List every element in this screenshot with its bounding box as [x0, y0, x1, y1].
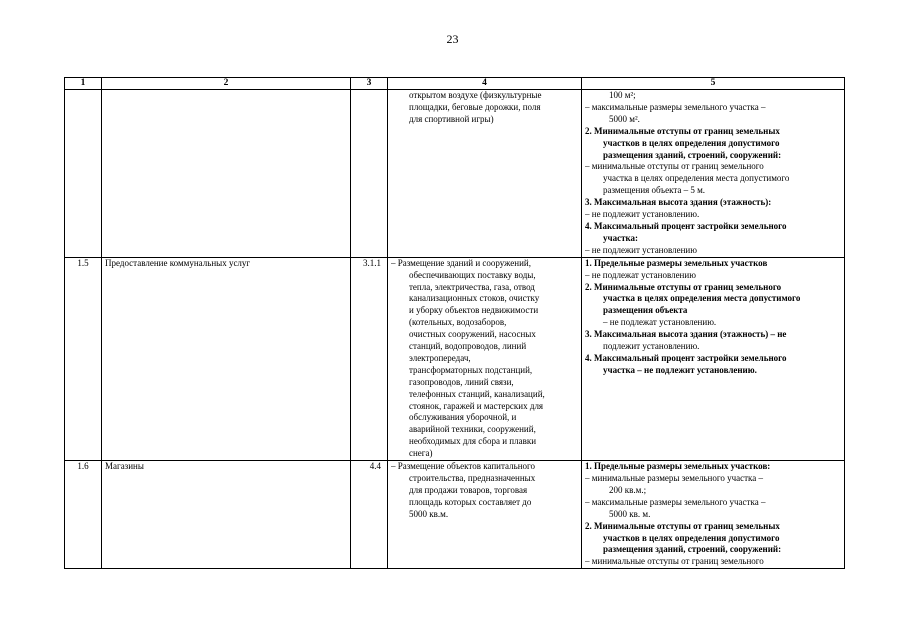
- header-col-2: 2: [102, 78, 351, 90]
- parameter-line: 2. Минимальные отступы от границ земельных: [585, 125, 780, 136]
- parameter-line: 100 м²;: [609, 90, 636, 100]
- description-line: обслуживания уборочной, и: [409, 412, 517, 423]
- description-line: строительства, предназначенных: [409, 473, 536, 483]
- parameter-line: – не подлежат установлению.: [603, 317, 717, 328]
- parameter-line: – не подлежат установлению: [585, 269, 696, 280]
- description-line: газопроводов, линий связи,: [409, 376, 514, 387]
- description-line: – Размещение объектов капитального: [391, 461, 535, 472]
- regulations-table: [64, 77, 845, 569]
- parameter-line: – минимальные размеры земельного участка –: [585, 473, 764, 483]
- description-line: тепла, электричества, газа, отвод: [409, 281, 535, 292]
- description-line: снега): [409, 448, 433, 459]
- parameter-line: размещения зданий, строений, сооружений:: [603, 544, 782, 555]
- parameter-line: 200 кв.м.;: [609, 484, 647, 495]
- description-line: площадки, беговые дорожки, поля: [409, 101, 541, 112]
- description-line: и уборку объектов недвижимости: [409, 305, 539, 316]
- table-row: [65, 90, 845, 258]
- table-header-row: [65, 78, 845, 90]
- description-line: для продажи товаров, торговая: [409, 484, 528, 495]
- parameter-line: 5000 м².: [609, 113, 640, 124]
- parameter-line: участков в целях определения допустимого: [603, 532, 780, 543]
- header-col-1: 1: [65, 78, 102, 90]
- description-line: – Размещение зданий и сооружений,: [391, 257, 531, 268]
- parameter-line: 3. Максимальная высота здания (этажность) – не: [585, 329, 787, 340]
- parameter-line: участка в целях определения места допустимого: [603, 293, 801, 304]
- header-col-4: 4: [388, 78, 582, 90]
- parameter-line: участка в целях определения места допустимого: [603, 173, 790, 184]
- row-number: [65, 90, 102, 258]
- page-number: 23: [446, 32, 459, 46]
- description-line: станций, водопроводов, линий: [409, 341, 527, 352]
- description-line: (котельных, водозаборов,: [409, 317, 507, 328]
- parameters: [582, 90, 845, 258]
- description-line: аварийной техники, сооружений,: [409, 424, 536, 435]
- parameter-line: размещения объекта – 5 м.: [603, 185, 706, 196]
- row-number: 1.6: [65, 461, 102, 569]
- description-line: площадь которых составляет до: [409, 496, 532, 507]
- usage-name: Магазины: [102, 461, 351, 569]
- parameter-line: 3. Максимальная высота здания (этажность):: [585, 197, 772, 208]
- usage-description: [388, 257, 582, 460]
- description-line: для спортивной игры): [409, 113, 494, 124]
- usage-name: Предоставление коммунальных услуг: [102, 257, 351, 460]
- parameter-line: 1. Предельные размеры земельных участков:: [585, 461, 771, 472]
- usage-code: [351, 90, 388, 258]
- parameter-line: участков в целях определения допустимого: [603, 137, 780, 148]
- parameter-line: – не подлежит установлению: [585, 244, 697, 255]
- description-line: телефонных станций, канализаций,: [409, 388, 545, 399]
- description-line: электропередач,: [409, 352, 471, 363]
- parameter-line: 4. Максимальный процент застройки земельного: [585, 352, 787, 363]
- usage-code: 3.1.1: [351, 257, 388, 460]
- parameter-line: – максимальные размеры земельного участка –: [585, 496, 766, 507]
- description-line: очистных сооружений, насосных: [409, 329, 536, 340]
- description-line: необходимых для сбора и плавки: [409, 436, 537, 447]
- parameter-line: – минимальные отступы от границ земельного: [585, 556, 764, 567]
- description-line: обеспечивающих поставку воды,: [409, 269, 536, 280]
- usage-name: [102, 90, 351, 258]
- header-col-3: 3: [351, 78, 388, 90]
- usage-description: [388, 461, 582, 569]
- parameter-line: участка – не подлежит установлению.: [603, 364, 757, 375]
- parameter-line: 5000 кв. м.: [609, 508, 651, 519]
- parameter-line: 4. Максимальный процент застройки земельного: [585, 220, 787, 231]
- usage-code: 4.4: [351, 461, 388, 569]
- table-row: [65, 257, 845, 460]
- parameter-line: 2. Минимальные отступы от границ земельных: [585, 520, 780, 531]
- table-row: [65, 461, 845, 569]
- parameter-line: размещения объекта: [603, 305, 688, 316]
- parameter-line: 2. Минимальные отступы от границ земельного: [585, 281, 782, 292]
- description-line: трансформаторных подстанций,: [409, 364, 533, 375]
- header-col-5: 5: [582, 78, 845, 90]
- parameter-line: – не подлежит установлению.: [585, 209, 700, 220]
- usage-description: [388, 90, 582, 258]
- description-line: открытом воздухе (физкультурные: [409, 90, 542, 100]
- parameter-line: подлежит установлению.: [603, 341, 700, 352]
- parameters: [582, 257, 845, 460]
- row-number: 1.5: [65, 257, 102, 460]
- description-line: канализационных стоков, очистку: [409, 293, 540, 304]
- parameter-line: участка:: [603, 232, 639, 243]
- parameter-line: 1. Предельные размеры земельных участков: [585, 257, 768, 268]
- parameter-line: – минимальные отступы от границ земельного: [585, 161, 764, 172]
- description-line: 5000 кв.м.: [409, 508, 449, 519]
- parameters: [582, 461, 845, 569]
- parameter-line: размещения зданий, строений, сооружений:: [603, 149, 782, 160]
- description-line: стоянок, гаражей и мастерских для: [409, 400, 544, 411]
- parameter-line: – максимальные размеры земельного участка –: [585, 101, 766, 112]
